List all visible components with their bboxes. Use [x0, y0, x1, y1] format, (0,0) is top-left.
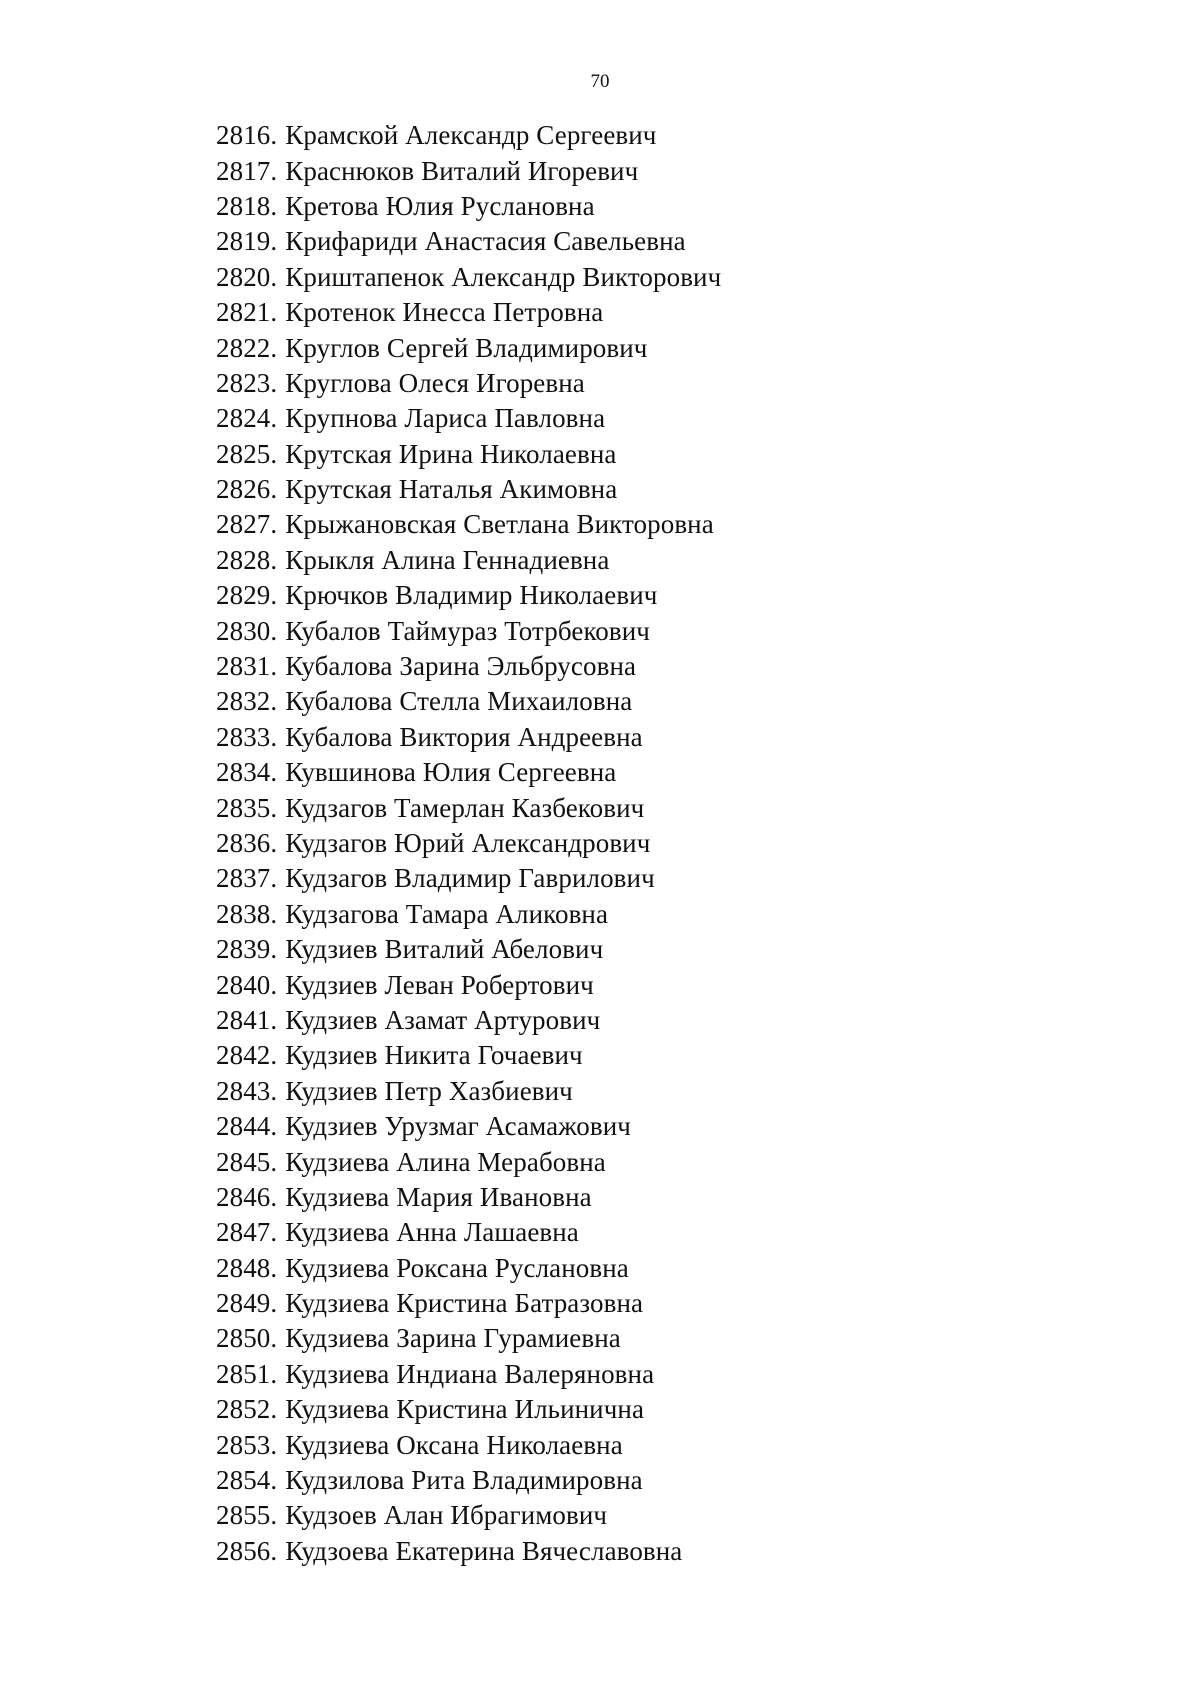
- entry-number: 2834.: [216, 757, 278, 788]
- entry-name: Кудзиева Оксана Николаевна: [285, 1429, 623, 1460]
- entry-number: 2816.: [216, 120, 278, 151]
- list-item: [216, 330, 721, 365]
- list-item: [216, 1357, 721, 1392]
- entry-number: 2839.: [216, 934, 278, 965]
- entry-number: 2838.: [216, 898, 278, 929]
- entry-number: 2823.: [216, 367, 278, 398]
- entry-number: 2851.: [216, 1358, 278, 1389]
- page-number: 70: [590, 71, 610, 92]
- entry-name: Кудзиева Кристина Ильинична: [285, 1394, 645, 1425]
- entry-number: 2825.: [216, 438, 278, 469]
- list-item: [216, 472, 721, 507]
- entry-name: Кудзоева Екатерина Вячеславовна: [285, 1535, 683, 1566]
- entry-number: 2847.: [216, 1217, 278, 1248]
- list-item: [216, 1534, 721, 1569]
- list-item: [216, 1003, 721, 1038]
- list-item: [216, 1038, 721, 1073]
- entry-number: 2837.: [216, 863, 278, 894]
- list-item: [216, 1286, 721, 1321]
- entry-name: Кудзагов Юрий Александрович: [285, 828, 651, 858]
- entry-number: 2845.: [216, 1146, 278, 1177]
- entry-number: 2824.: [216, 403, 278, 434]
- entry-number: 2835.: [216, 792, 278, 823]
- list-item: [216, 153, 721, 188]
- entry-name: Кубалова Виктория Андреевна: [285, 721, 643, 752]
- list-item: [216, 401, 721, 436]
- list-item: [216, 295, 721, 330]
- entry-number: 2841.: [216, 1004, 278, 1035]
- list-item: [216, 507, 721, 542]
- entry-name: Кубалов Таймураз Тотрбекович: [285, 615, 650, 646]
- entry-name: Кретова Юлия Руслановна: [285, 190, 595, 221]
- entry-number: 2836.: [216, 828, 278, 858]
- entry-number: 2842.: [216, 1040, 278, 1071]
- entry-number: 2843.: [216, 1075, 278, 1106]
- entry-name: Кудзиев Виталий Абелович: [285, 934, 604, 965]
- list-item: [216, 1251, 721, 1286]
- entry-name: Крупнова Лариса Павловна: [285, 403, 606, 434]
- entry-number: 2833.: [216, 721, 278, 752]
- entry-name: Кубалова Зарина Эльбрусовна: [285, 651, 637, 682]
- entry-number: 2846.: [216, 1181, 278, 1212]
- entry-name: Кудзагова Тамара Аликовна: [285, 898, 609, 929]
- entry-name: Кудзиев Урузмаг Асамажович: [285, 1111, 631, 1142]
- list-item: [216, 1498, 721, 1533]
- entry-name: Кудзиева Мария Ивановна: [285, 1181, 592, 1212]
- entry-name: Кудзиев Никита Гочаевич: [285, 1040, 583, 1071]
- list-item: [216, 1144, 721, 1179]
- entry-name: Кудзиев Петр Хазбиевич: [285, 1075, 573, 1106]
- entry-name: Крючков Владимир Николаевич: [285, 580, 658, 611]
- list-item: [216, 720, 721, 755]
- entry-number: 2840.: [216, 969, 278, 1000]
- entry-name: Кудзиев Азамат Артурович: [285, 1004, 601, 1035]
- entry-name: Кувшинова Юлия Сергеевна: [285, 757, 617, 788]
- list-item: [216, 366, 721, 401]
- entry-name: Крамской Александр Сергеевич: [285, 120, 657, 151]
- entry-number: 2828.: [216, 544, 278, 575]
- list-item: [216, 932, 721, 967]
- entry-name: Крифариди Анастасия Савельевна: [285, 226, 686, 257]
- list-item: [216, 578, 721, 613]
- entry-name: Кудзиева Алина Мерабовна: [285, 1146, 606, 1177]
- list-item: [216, 224, 721, 259]
- list-item: [216, 1180, 721, 1215]
- list-item: [216, 1427, 721, 1462]
- entry-name: Кудзиева Анна Лашаевна: [285, 1217, 579, 1248]
- entry-name: Кудзиева Зарина Гурамиевна: [285, 1323, 621, 1354]
- entry-name: Кубалова Стелла Михаиловна: [285, 686, 633, 717]
- entry-name: Кудзагов Тамерлан Казбекович: [285, 792, 645, 823]
- entry-number: 2850.: [216, 1323, 278, 1354]
- entry-number: 2821.: [216, 297, 278, 328]
- entry-name: Кудзиева Кристина Батразовна: [285, 1288, 644, 1319]
- entry-name: Кротенок Инесса Петровна: [285, 297, 604, 328]
- entry-number: 2855.: [216, 1500, 278, 1531]
- entry-number: 2820.: [216, 261, 278, 292]
- entry-number: 2844.: [216, 1111, 278, 1142]
- list-item: [216, 967, 721, 1002]
- entry-name: Кудзагов Владимир Гаврилович: [285, 863, 655, 894]
- entry-number: 2832.: [216, 686, 278, 717]
- entry-number: 2853.: [216, 1429, 278, 1460]
- entry-number: 2848.: [216, 1252, 278, 1283]
- entry-name: Кудзиева Роксана Руслановна: [285, 1252, 629, 1283]
- entry-number: 2817.: [216, 155, 278, 186]
- entry-number: 2854.: [216, 1465, 278, 1496]
- entry-name: Круглов Сергей Владимирович: [285, 332, 648, 363]
- list-item: [216, 649, 721, 684]
- list-item: [216, 613, 721, 648]
- entry-name: Крыкля Алина Геннадиевна: [285, 544, 610, 575]
- entry-number: 2822.: [216, 332, 278, 363]
- entry-name: Криштапенок Александр Викторович: [285, 261, 722, 292]
- entry-name: Краснюков Виталий Игоревич: [285, 155, 639, 186]
- list-item: [216, 897, 721, 932]
- list-item: [216, 543, 721, 578]
- list-item: [216, 189, 721, 224]
- list-item: [216, 826, 721, 861]
- entry-number: 2849.: [216, 1288, 278, 1319]
- list-item: [216, 1074, 721, 1109]
- entry-name: Кудзиева Индиана Валеряновна: [285, 1358, 655, 1389]
- entry-number: 2827.: [216, 509, 278, 540]
- list-item: [216, 755, 721, 790]
- entry-number: 2819.: [216, 226, 278, 257]
- entry-number: 2826.: [216, 474, 278, 505]
- entry-name: Крутская Ирина Николаевна: [285, 438, 617, 469]
- entry-name: Кудзиев Леван Робертович: [285, 969, 594, 1000]
- list-item: [216, 684, 721, 719]
- list-item: [216, 861, 721, 896]
- entry-name: Крутская Наталья Акимовна: [285, 474, 618, 505]
- list-item: [216, 437, 721, 472]
- list-item: [216, 790, 721, 825]
- entry-number: 2829.: [216, 580, 278, 611]
- entry-name: Крыжановская Светлана Викторовна: [285, 509, 714, 540]
- entry-number: 2852.: [216, 1394, 278, 1425]
- list-item: [216, 1392, 721, 1427]
- entry-number: 2818.: [216, 190, 278, 221]
- entry-name: Кудзилова Рита Владимировна: [285, 1465, 643, 1496]
- entry-number: 2856.: [216, 1535, 278, 1566]
- list-item: [216, 1215, 721, 1250]
- entry-number: 2831.: [216, 651, 278, 682]
- list-item: [216, 1463, 721, 1498]
- list-item: [216, 1109, 721, 1144]
- list-item: [216, 260, 721, 295]
- entry-number: 2830.: [216, 615, 278, 646]
- entry-name: Круглова Олеся Игоревна: [285, 367, 585, 398]
- name-list: [216, 118, 721, 1569]
- entry-name: Кудзоев Алан Ибрагимович: [285, 1500, 608, 1531]
- list-item: [216, 1321, 721, 1356]
- list-item: [216, 118, 721, 153]
